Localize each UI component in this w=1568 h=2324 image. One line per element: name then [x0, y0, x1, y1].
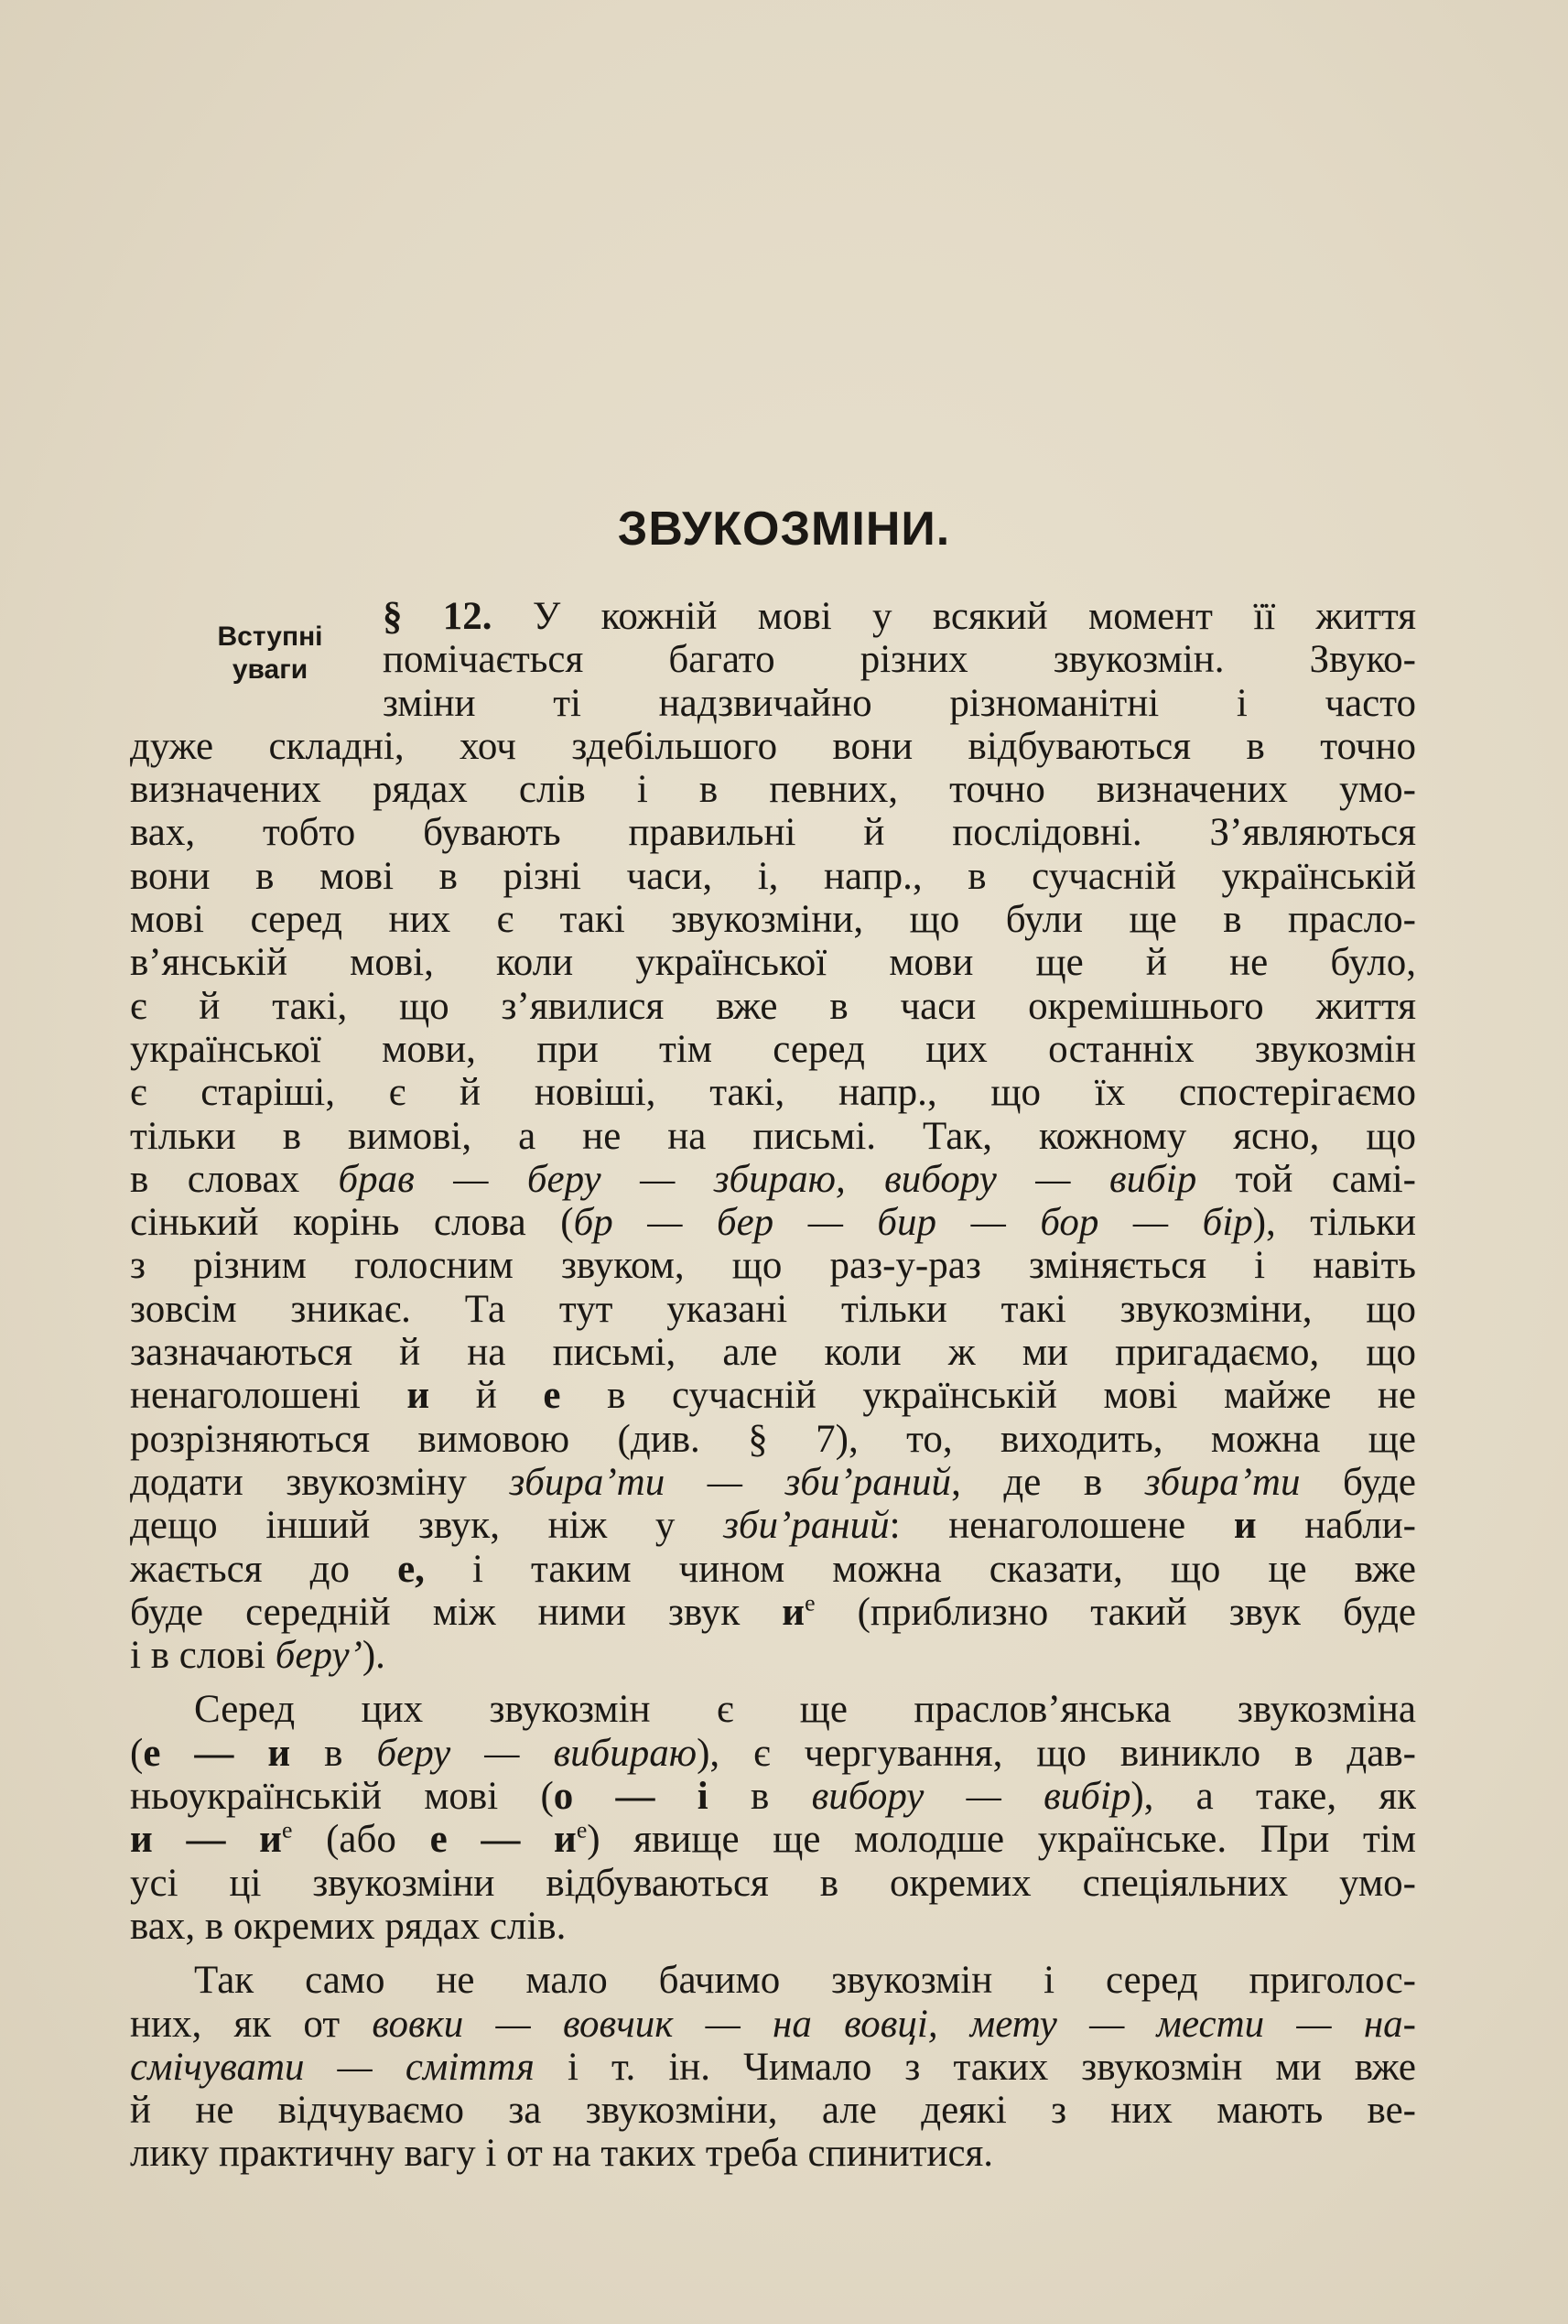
text-run: , де в	[951, 1460, 1145, 1504]
text-run: (	[130, 1731, 144, 1775]
text-run: додати звукозміну	[130, 1460, 510, 1504]
text-line	[130, 2046, 1416, 2089]
text-run: і т. ін. Чимало з таких звукозмін ми вже	[534, 2045, 1416, 2089]
text-run: § 12.	[383, 595, 533, 638]
text-run: ), є чергування, що виникло в дав-	[697, 1731, 1416, 1775]
text-run: е,	[397, 1547, 425, 1591]
text-run: той самі-	[1196, 1157, 1416, 1201]
text-run: в’янській мові, коли української мови ще й не було,	[130, 941, 1416, 985]
text-line	[130, 1688, 1416, 1731]
text-line	[130, 682, 1416, 725]
text-run: буде	[1300, 1460, 1416, 1504]
text-run: й не відчуваємо за звукозміни, але деякі з них мають ве-	[130, 2089, 1416, 2133]
body-text	[130, 595, 1416, 2176]
text-line	[130, 595, 1416, 638]
text-run: в	[290, 1731, 377, 1775]
text-line	[130, 1862, 1416, 1905]
text-run: вовки — вовчик — на вовці, мету — мести — на-	[372, 2002, 1416, 2046]
text-run: и	[406, 1374, 430, 1418]
text-run: е — и	[429, 1818, 577, 1862]
text-line	[130, 1548, 1416, 1591]
text-line	[130, 1115, 1416, 1158]
text-run: ненаголошені	[130, 1374, 407, 1418]
text-run: ), а таке, як	[1130, 1775, 1417, 1819]
text-run: буде середній між ними звук	[130, 1590, 783, 1634]
text-run: зби’раний	[723, 1504, 890, 1548]
text-run: і в слові	[130, 1634, 276, 1678]
text-line	[130, 941, 1416, 984]
text-run: о — і	[553, 1775, 708, 1819]
text-line	[130, 1732, 1416, 1775]
text-run: дуже складні, хоч здебільшого вони відбуваються в точно	[130, 724, 1416, 768]
paragraph-1	[130, 595, 1416, 1677]
text-run: набли-	[1256, 1504, 1416, 1548]
text-run: мові серед них є такі звукозміни, що були ще в прасло-	[130, 898, 1416, 942]
text-run: з різним голосним звуком, що раз-у-раз зміняється і навіть	[130, 1244, 1416, 1288]
text-run: беру — вибираю	[376, 1731, 697, 1775]
text-run: Серед цих звукозмін є ще праслов’янська звукозміна	[194, 1688, 1416, 1732]
text-line	[130, 1331, 1416, 1374]
text-line	[130, 1158, 1416, 1201]
text-run: (або	[292, 1818, 430, 1862]
text-line	[130, 1244, 1416, 1287]
text-run: ньоукраїнській мові (	[130, 1775, 554, 1819]
text-line	[130, 1775, 1416, 1818]
text-run: і таким чином можна сказати, що це вже	[424, 1547, 1416, 1591]
text-run: У кожній мові у всякий момент її життя	[532, 595, 1417, 638]
text-run: и	[782, 1590, 806, 1634]
text-run: и — и	[130, 1818, 282, 1862]
text-run: е — и	[143, 1731, 291, 1775]
text-run: зміни ті надзвичайно різноманітні і часто	[383, 681, 1416, 725]
text-run: тільки в вимові, а не на письмі. Так, кожному ясно, що	[130, 1114, 1416, 1158]
text-run: й	[429, 1374, 544, 1418]
text-run: е	[281, 1816, 293, 1843]
text-run: помічається багато різних звукозмін. Звуко-	[383, 638, 1416, 682]
section-title: ЗВУКОЗМІНИ.	[617, 503, 951, 556]
paragraph-2	[130, 1688, 1416, 1948]
text-run: беру’	[275, 1634, 362, 1678]
text-line	[130, 855, 1416, 898]
text-run: усі ці звукозміни відбуваються в окремих спеціяльних умо-	[130, 1861, 1416, 1905]
text-line	[130, 1818, 1416, 1861]
text-line	[130, 768, 1416, 811]
text-run: є й такі, що з’явилися вже в часи окремішнього життя	[130, 984, 1416, 1028]
text-run: брав — беру — збираю, вибору — вибір	[338, 1157, 1197, 1201]
text-line	[130, 1591, 1416, 1634]
text-run: в	[708, 1775, 812, 1819]
text-run: лику практичну вагу і от на таких треба спинитися.	[130, 2132, 994, 2176]
text-run: дещо інший звук, ніж у	[130, 1504, 724, 1548]
text-run: зовсім зникає. Та тут указані тільки такі звукозміни, що	[130, 1287, 1416, 1331]
text-run: вони в мові в різні часи, і, напр., в сучасній українській	[130, 854, 1416, 898]
text-line	[130, 898, 1416, 941]
text-line	[130, 1461, 1416, 1504]
text-run: збира’ти — зби’раний	[509, 1460, 952, 1504]
text-run: (приблизно такий звук буде	[815, 1590, 1416, 1634]
text-line	[130, 1504, 1416, 1547]
text-run: жається до	[130, 1547, 398, 1591]
text-line	[130, 1288, 1416, 1331]
text-line	[130, 1071, 1416, 1114]
text-run: вах, тобто бувають правильні й послідовні. З’являються	[130, 811, 1416, 855]
text-line	[130, 2132, 1416, 2175]
text-line	[130, 985, 1416, 1028]
text-run: них, як от	[130, 2002, 373, 2046]
text-run: и	[1233, 1504, 1257, 1548]
text-run: визначених рядах слів і в певних, точно визначених умо-	[130, 768, 1416, 812]
text-line	[130, 1634, 1416, 1677]
text-run: в сучасній українській мові майже не	[560, 1374, 1416, 1418]
text-run: ).	[362, 1634, 385, 1678]
text-line	[130, 1959, 1416, 2002]
text-line	[130, 1374, 1416, 1417]
text-run: сінький корінь слова (	[130, 1201, 574, 1245]
text-run: вибору — вибір	[811, 1775, 1131, 1819]
text-run: є старіші, є й новіші, такі, напр., що їх спостерігаємо	[130, 1071, 1416, 1115]
text-line	[130, 2003, 1416, 2046]
paragraph-3	[130, 1959, 1416, 2175]
text-run: е	[543, 1374, 561, 1418]
text-run: ), тільки	[1252, 1201, 1417, 1245]
text-run: розрізняються вимовою (див. § 7), то, виходить, можна ще	[130, 1417, 1416, 1461]
text-run: смічувати — сміття	[130, 2045, 535, 2089]
text-run: ) явище ще молодше українське. При тім	[587, 1818, 1416, 1862]
text-line	[130, 1028, 1416, 1071]
text-run: е	[805, 1589, 816, 1616]
text-run: вах, в окремих рядах слів.	[130, 1904, 567, 1948]
text-line	[130, 1418, 1416, 1461]
text-line	[130, 1201, 1416, 1244]
text-run: української мови, при тім серед цих останніх звукозмін	[130, 1027, 1416, 1071]
text-line	[130, 638, 1416, 681]
text-run: : ненаголошене	[889, 1504, 1234, 1548]
text-line	[130, 811, 1416, 854]
margin-note-line-1: Вступні	[217, 622, 323, 652]
text-line	[130, 725, 1416, 768]
text-run: збира’ти	[1144, 1460, 1301, 1504]
text-run: бр — бер — бир — бор — бір	[573, 1201, 1253, 1245]
text-run: зазначаються й на письмі, але коли ж ми пригадаємо, що	[130, 1331, 1416, 1375]
text-line	[130, 2089, 1416, 2132]
text-run: в словах	[130, 1157, 339, 1201]
margin-note-line-2: уваги	[232, 654, 308, 685]
text-run: Так само не мало бачимо звукозмін і серед приголос-	[194, 1959, 1416, 2003]
text-run: е	[576, 1816, 588, 1843]
text-line	[130, 1905, 1416, 1948]
